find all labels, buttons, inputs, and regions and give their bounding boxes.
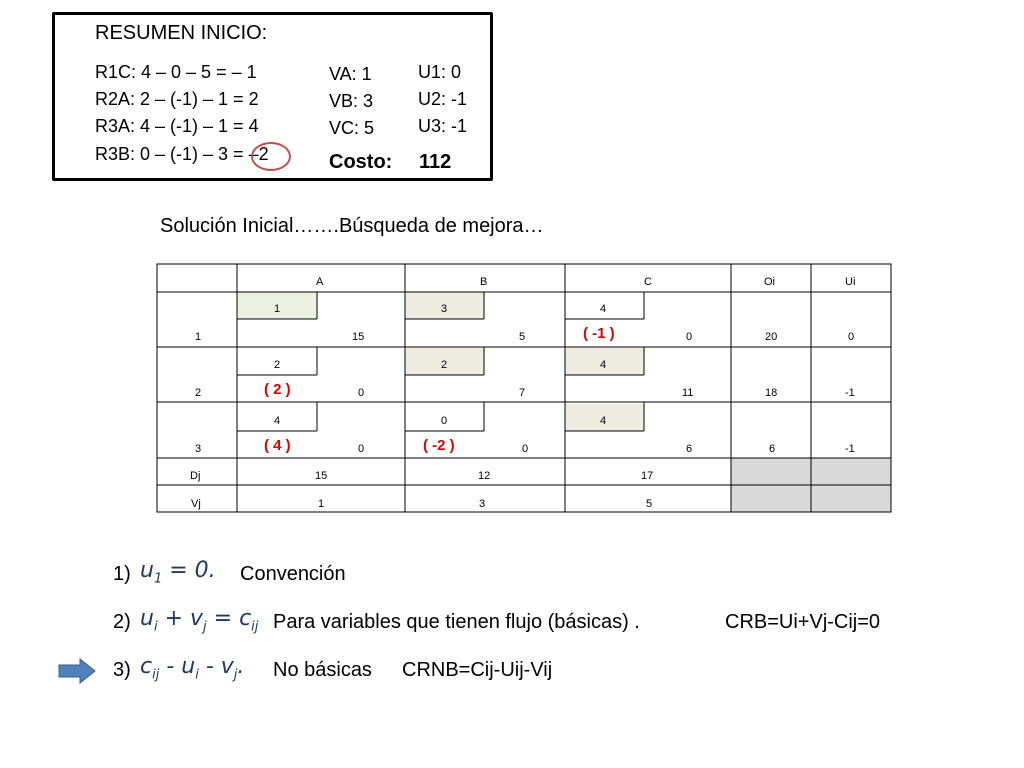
header-a: A xyxy=(316,276,324,288)
dj-a: 15 xyxy=(315,470,328,482)
step-2-formula: $u_i + v_j = c_{ij}$ xyxy=(140,606,259,635)
cost-1a: 1 xyxy=(274,303,281,315)
flow-1b: 5 xyxy=(519,331,526,343)
row-label-3: 3 xyxy=(195,443,202,455)
step-3-number: 3) xyxy=(113,659,131,681)
u-value-3: U3: -1 xyxy=(418,116,468,136)
cost-3b: 0 xyxy=(441,415,448,427)
flow-3b: 0 xyxy=(522,443,529,455)
v-value-a: VA: 1 xyxy=(329,64,372,84)
cost-1c: 4 xyxy=(600,303,607,315)
vj-label: Vj xyxy=(191,498,201,510)
cost-3c: 4 xyxy=(600,415,607,427)
reduced-cost-3b: R3B: 0 – (-1) – 3 = –2 xyxy=(95,144,269,164)
step-3-desc: No básicas xyxy=(273,659,372,681)
cost-label: Costo: xyxy=(329,151,393,173)
v-value-b: VB: 3 xyxy=(329,91,374,111)
gray-cell xyxy=(811,485,891,512)
flow-3c: 6 xyxy=(686,443,693,455)
gray-cell xyxy=(811,458,891,485)
flow-3a: 0 xyxy=(358,443,365,455)
step-1-desc: Convención xyxy=(240,563,346,585)
reduced-cost-mark-3b: ( -2 ) xyxy=(423,437,455,454)
reduced-cost-mark-2a: ( 2 ) xyxy=(264,381,291,398)
header-b: B xyxy=(480,276,488,288)
cost-value: 112 xyxy=(419,151,452,173)
header-oi: Oi xyxy=(764,276,775,288)
reduced-cost-2a: R2A: 2 – (-1) – 1 = 2 xyxy=(95,89,259,109)
ui-1: 0 xyxy=(848,331,855,343)
header-ui: Ui xyxy=(845,276,856,288)
vj-b: 3 xyxy=(479,498,486,510)
oi-3: 6 xyxy=(769,443,776,455)
flow-2b: 7 xyxy=(519,387,526,399)
dj-label: Dj xyxy=(190,470,201,482)
reduced-cost-3a: R3A: 4 – (-1) – 1 = 4 xyxy=(95,116,259,136)
reduced-cost-1c: R1C: 4 – 0 – 5 = – 1 xyxy=(95,62,257,82)
cost-2b: 2 xyxy=(441,359,448,371)
step-3-rule: CRNB=Cij-Uij-Vij xyxy=(402,659,553,681)
step-1-formula: $u_1 = 0$. xyxy=(140,558,216,587)
header-c: C xyxy=(644,276,652,288)
reduced-cost-mark-1c: ( -1 ) xyxy=(583,325,615,342)
ui-3: -1 xyxy=(845,443,855,455)
u-value-1: U1: 0 xyxy=(418,62,462,82)
cost-2c: 4 xyxy=(600,359,607,371)
flow-1c: 0 xyxy=(686,331,693,343)
oi-2: 18 xyxy=(765,387,778,399)
arrow-right-icon xyxy=(58,658,96,684)
gray-cell xyxy=(731,458,811,485)
reduced-cost-mark-3a: ( 4 ) xyxy=(264,437,291,454)
flow-1a: 15 xyxy=(352,331,365,343)
step-2-rule: CRB=Ui+Vj-Cij=0 xyxy=(725,611,881,633)
step-1-number: 1) xyxy=(113,563,131,585)
flow-2a: 0 xyxy=(358,387,365,399)
v-value-c: VC: 5 xyxy=(329,118,375,138)
u-value-2: U2: -1 xyxy=(418,89,468,109)
step-2-number: 2) xyxy=(113,611,131,633)
ui-2: -1 xyxy=(845,387,855,399)
cost-1b: 3 xyxy=(441,303,448,315)
cost-2a: 2 xyxy=(274,359,281,371)
flow-2c: 11 xyxy=(682,387,694,399)
subtitle: Solución Inicial…….Búsqueda de mejora… xyxy=(160,215,544,237)
dj-b: 12 xyxy=(478,470,491,482)
oi-1: 20 xyxy=(765,331,778,343)
row-label-2: 2 xyxy=(195,387,202,399)
dj-c: 17 xyxy=(641,470,654,482)
step-3-formula: $c_{ij} - u_i - v_j$. xyxy=(140,654,245,683)
vj-c: 5 xyxy=(646,498,653,510)
row-label-1: 1 xyxy=(195,331,202,343)
gray-cell xyxy=(731,485,811,512)
summary-title: RESUMEN INICIO: xyxy=(95,22,268,44)
cost-3a: 4 xyxy=(274,415,281,427)
step-2-desc: Para variables que tienen flujo (básicas) . xyxy=(273,611,640,633)
vj-a: 1 xyxy=(318,498,325,510)
